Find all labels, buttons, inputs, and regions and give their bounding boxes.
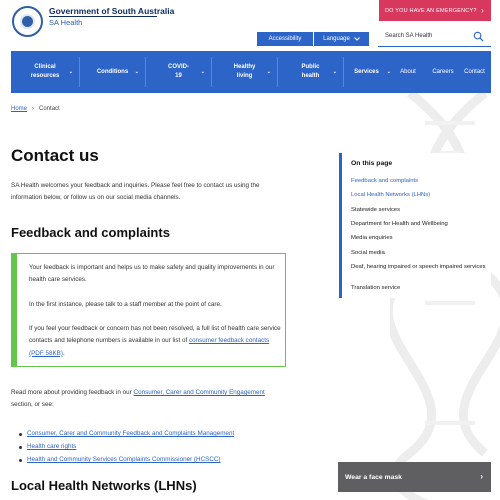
callout-end: .: [62, 349, 65, 357]
list-item[interactable]: [19, 454, 234, 467]
chevron-down-icon: ⌄: [200, 69, 205, 75]
logo-sub-name[interactable]: SA Health: [49, 18, 83, 27]
onpage-link-media[interactable]: Media enquiries: [351, 235, 393, 241]
feedback-links-list: [19, 428, 234, 467]
accessibility-label: Accessibility: [268, 36, 302, 42]
nav-item-public-health[interactable]: [278, 51, 343, 93]
breadcrumb-current: Contact: [39, 106, 60, 112]
search-input[interactable]: [378, 27, 491, 47]
nav-item-clinical-resources[interactable]: [11, 51, 79, 93]
list-item[interactable]: [19, 441, 234, 454]
callout-paragraph: Your feedback is important and helps us to make safety and quality improvements in our health care services.: [29, 264, 275, 284]
government-crest-logo[interactable]: [12, 6, 43, 37]
accessibility-button[interactable]: [257, 32, 313, 46]
nav-item-label: Contact: [464, 69, 485, 75]
intro-paragraph: SA Health welcomes your feedback and inquiries. Please feel free to contact us using the information below, or follow us on our social media channels.: [11, 182, 260, 202]
nav-item-healthy-living[interactable]: [212, 51, 277, 93]
onpage-link-deaf-services[interactable]: Deaf, hearing impaired or speech impaired services: [351, 264, 486, 270]
read-more-end: section, or see:: [11, 401, 54, 409]
chevron-right-icon: ›: [481, 6, 484, 15]
nav-item-careers[interactable]: [423, 51, 463, 93]
nav-item-label: Healthy living: [233, 64, 256, 79]
breadcrumb-separator: ›: [32, 106, 35, 112]
callout-paragraph: In the first instance, please talk to a staff member at the point of care.: [29, 301, 222, 308]
chevron-down-icon: ⌄: [68, 69, 73, 75]
nav-item-label: Conditions: [96, 68, 129, 75]
on-this-page-nav: [339, 153, 491, 298]
list-item[interactable]: [19, 428, 234, 441]
nav-item-label: COVID-19: [168, 64, 189, 79]
onpage-link-lhns[interactable]: Local Health Networks (LHNs): [351, 192, 431, 198]
chevron-down-icon: [354, 37, 360, 41]
health-care-rights-link[interactable]: Health care rights: [27, 442, 77, 450]
search-placeholder: Search SA Health: [385, 33, 433, 39]
chevron-down-icon: ⌄: [386, 69, 391, 75]
onpage-link-social[interactable]: Social media: [351, 250, 385, 256]
face-mask-promo-button[interactable]: [338, 462, 491, 492]
logo-divider: [49, 16, 157, 17]
nav-item-label: Public health: [301, 64, 320, 79]
logo-org-name[interactable]: Government of South Australia: [49, 6, 175, 16]
onpage-link-department[interactable]: Department for Health and Wellbeing: [351, 221, 448, 227]
main-navigation: [11, 51, 491, 93]
chevron-down-icon: ⌄: [266, 69, 271, 75]
chevron-down-icon: ⌄: [332, 69, 337, 75]
nav-item-label: About: [400, 69, 416, 75]
nav-item-conditions[interactable]: [80, 51, 145, 93]
page-title: Contact us: [11, 146, 99, 165]
callout-text: If you feel your feedback or concern has not been resolved, a full list of health care service contacts and telephone numbers is available in our list of: [29, 325, 281, 345]
language-button[interactable]: [314, 32, 369, 46]
lhn-heading: Local Health Networks (LHNs): [11, 478, 197, 493]
feedback-heading: Feedback and complaints: [11, 225, 170, 240]
promo-label: Wear a face mask: [345, 473, 402, 481]
callout-paragraph: [29, 323, 281, 360]
onpage-link-translation[interactable]: Translation service: [351, 285, 401, 291]
chevron-right-icon: ›: [480, 472, 483, 481]
search-icon[interactable]: [473, 31, 484, 42]
feedback-callout-box: [11, 253, 286, 367]
nav-item-contact[interactable]: [458, 51, 491, 93]
read-more-text: Read more about providing feedback in our: [11, 389, 132, 396]
read-more-paragraph: [11, 387, 281, 412]
nav-item-label: Careers: [432, 69, 454, 75]
nav-item-label: Clinical resources: [30, 64, 60, 79]
nav-item-services[interactable]: [344, 51, 397, 93]
hcscc-link[interactable]: Health and Community Services Complaints Commissioner (HCSCC): [27, 455, 221, 463]
emergency-label: DO YOU HAVE AN EMERGENCY?: [385, 7, 477, 14]
on-this-page-title: On this page: [351, 160, 393, 167]
feedback-management-link[interactable]: Consumer, Carer and Community Feedback and Complaints Management: [27, 430, 235, 437]
onpage-link-feedback[interactable]: Feedback and complaints: [351, 178, 419, 184]
consumer-carer-engagement-link[interactable]: Consumer, Carer and Community Engagement: [133, 389, 265, 396]
language-label: Language: [323, 36, 350, 42]
breadcrumb: [11, 106, 60, 112]
chevron-down-icon: ⌄: [134, 69, 139, 75]
emergency-banner-link[interactable]: [379, 0, 491, 21]
nav-item-about[interactable]: [391, 51, 425, 93]
consumer-feedback-contacts-link[interactable]: consumer feedback contacts (PDF 58KB): [29, 337, 270, 357]
breadcrumb-home-link[interactable]: Home: [11, 106, 28, 112]
onpage-link-statewide[interactable]: Statewide services: [351, 207, 401, 213]
nav-item-label: Services: [354, 68, 379, 75]
nav-item-covid-19[interactable]: [146, 51, 211, 93]
